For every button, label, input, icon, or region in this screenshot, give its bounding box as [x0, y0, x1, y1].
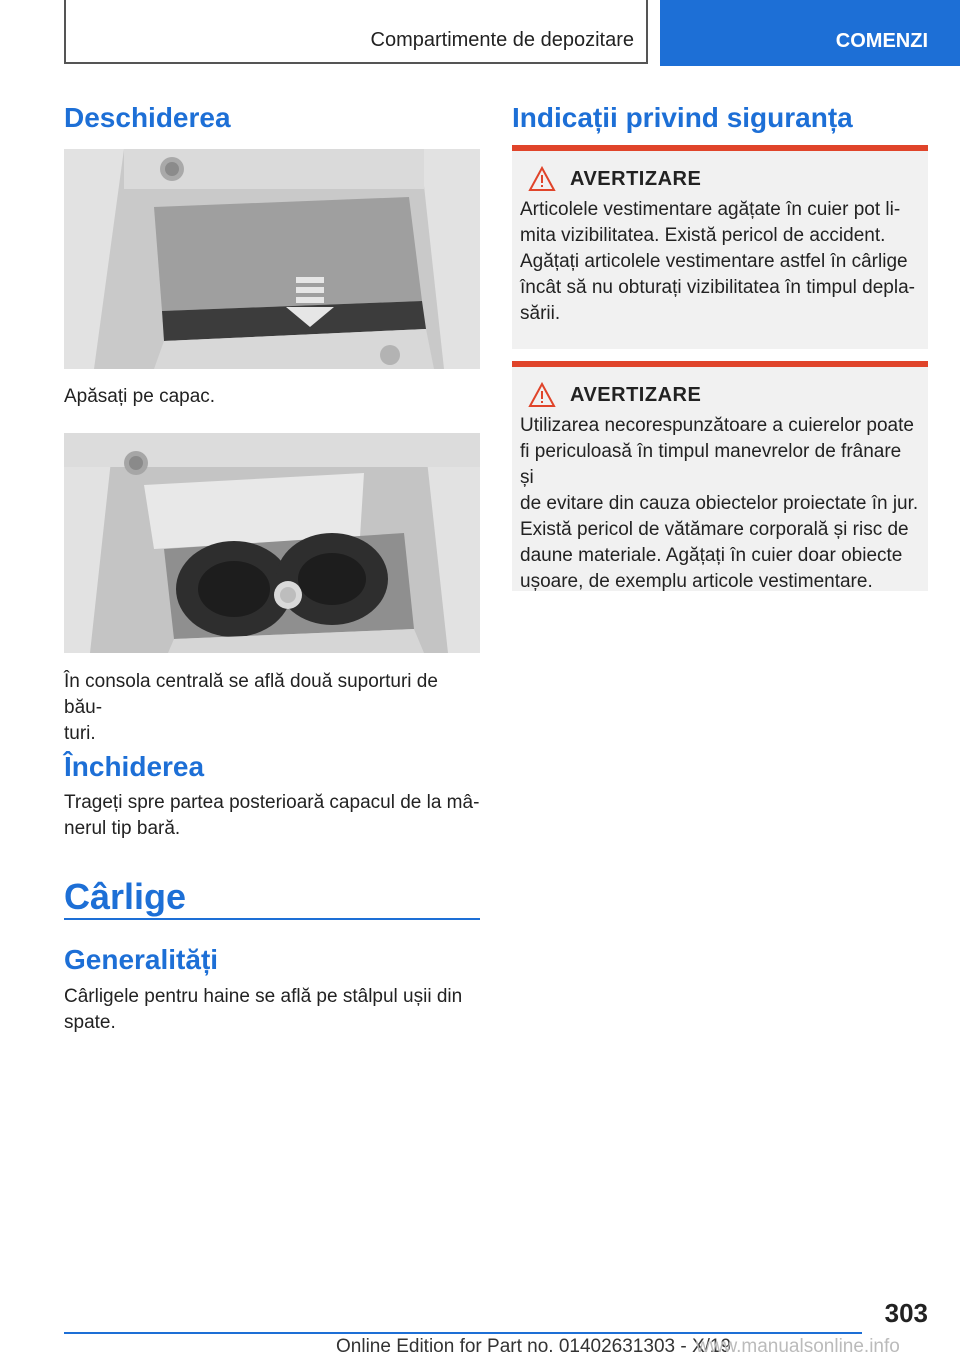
hooks-heading-rule	[64, 918, 480, 920]
warning-title: AVERTIZARE	[570, 383, 702, 406]
cupholder-caption: În consola centrală se află două suporturi de bău- turi.	[64, 671, 438, 744]
photo-console-closed	[64, 149, 480, 369]
watermark: www.manualsonline.info	[696, 1336, 900, 1357]
closing-heading: Închiderea	[64, 751, 205, 782]
warning-box-2	[512, 361, 928, 591]
running-header	[64, 0, 648, 64]
warning-text: Utilizarea necorespunzătoare a cuierelor poate fi periculoasă în timpul manevrelor de frânare și de evitare din cauza obiectelor proiectate în jur. Există pericol de vătămare corporală și risc de daune materiale. Agățați în cuier doar obiecte ușoare, de exemplu articole vestimentare.	[520, 415, 919, 592]
warning-title: AVERTIZARE	[570, 167, 702, 190]
page-number: 303	[884, 1298, 928, 1328]
warning-text: Articolele vestimentare agățate în cuier pot li- mita vizibilitatea. Există pericol de accident. Agățați articolele vestimentare astfel în cârlige încât să nu obturați vizibilitatea în timpul depla- sării.	[520, 199, 915, 324]
photo-cupholders-open	[64, 433, 480, 653]
chapter-tab[interactable]: COMENZI	[660, 0, 960, 66]
closing-text: Trageți spre partea posterioară capacul de la mâ- nerul tip bară.	[64, 792, 480, 839]
warning-box-1	[512, 145, 928, 349]
warning-triangle-icon	[528, 382, 556, 408]
opening-heading: Deschiderea	[64, 102, 231, 133]
general-text: Cârligele pentru haine se află pe stâlpul ușii din spate.	[64, 986, 463, 1033]
warning-header	[520, 381, 920, 409]
footer-rule	[64, 1332, 862, 1334]
warning-header	[520, 165, 920, 193]
general-heading: Generalități	[64, 944, 219, 975]
section-title: Compartimente de depozitare	[370, 29, 634, 51]
safety-heading: Indicații privind siguranța	[512, 102, 853, 133]
opening-caption: Apăsați pe capac.	[64, 386, 216, 407]
hooks-heading: Cârlige	[64, 876, 187, 917]
warning-triangle-icon	[528, 166, 556, 192]
edition-text: Online Edition for Part no. 01402631303 - X/19	[336, 1336, 732, 1357]
